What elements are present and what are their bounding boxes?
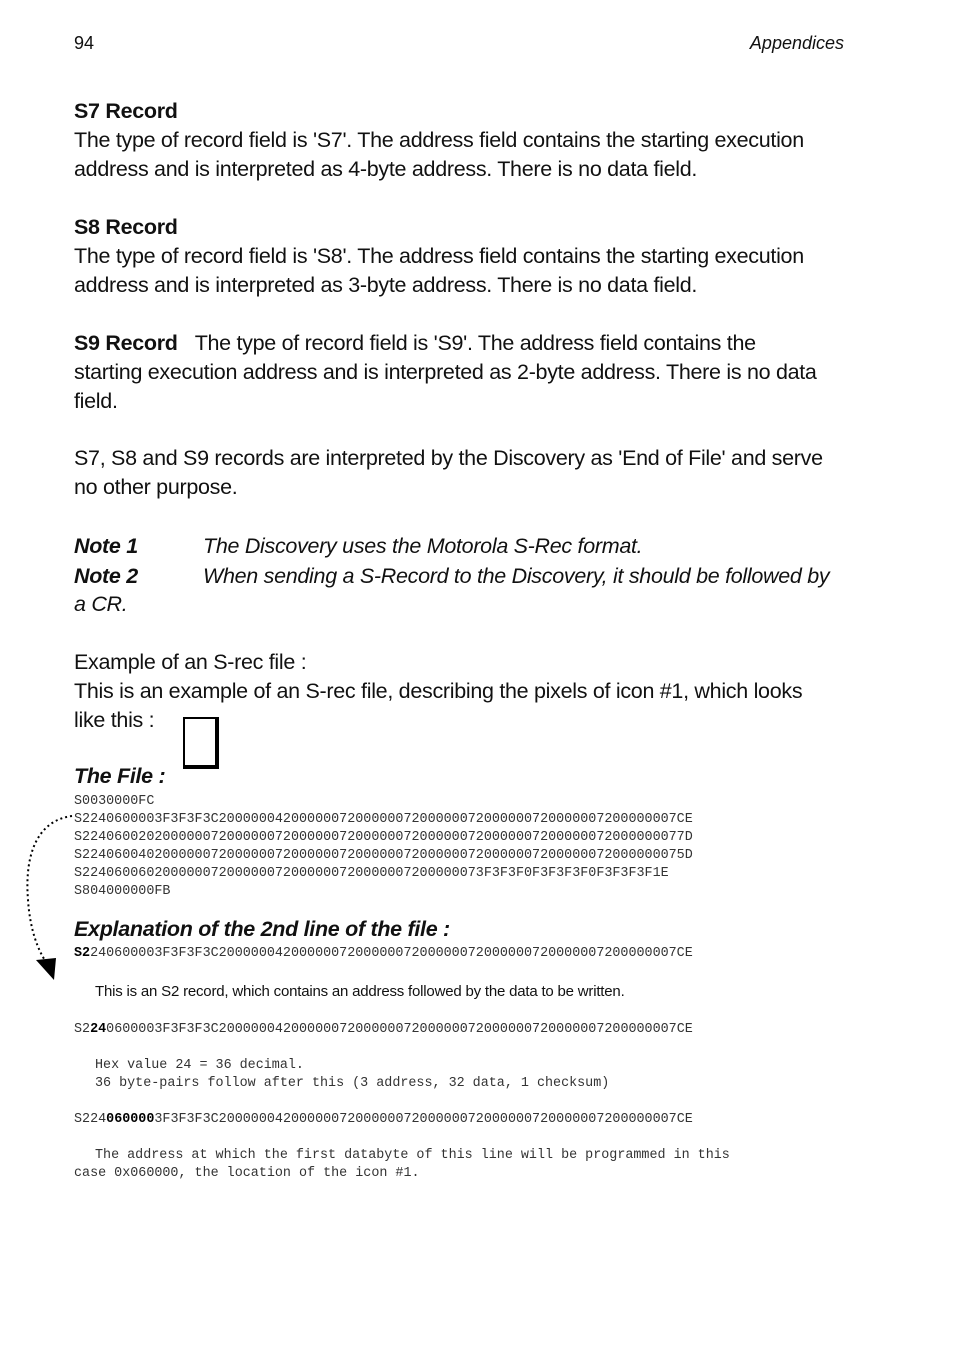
s8-title: S8 Record xyxy=(74,215,178,239)
s8-line-1: The type of record field is 'S8'. The address field contains the starting execution xyxy=(74,244,804,268)
icon-1-sample-icon xyxy=(183,717,219,769)
note-2-text: When sending a S-Record to the Discovery, it should be followed by xyxy=(203,564,830,588)
eof-line-1: S7, S8 and S9 records are interpreted by the Discovery as 'End of File' and serve xyxy=(74,446,823,470)
s9-line-3: field. xyxy=(74,389,118,413)
s7-line-1: The type of record field is 'S7'. The address field contains the starting execution xyxy=(74,128,804,152)
file-line-4: S224060040200000072000000720000007200000072000000720000007200000072000000075D xyxy=(74,848,693,863)
explanation-line-b-pre: S2 xyxy=(74,1022,91,1037)
explanation-line-a-rest: 240600003F3F3F3C200000042000000720000007200000072000000720000007200000007CE xyxy=(90,946,693,961)
file-line-2: S2240600003F3F3F3C200000042000000720000007200000072000000720000007200000007CE xyxy=(74,812,693,827)
file-line-6: S804000000FB xyxy=(74,884,171,899)
s8-line-2: address and is interpreted as 3-byte address. There is no data field. xyxy=(74,273,698,297)
explanation-line-c-rest: 3F3F3F3C200000042000000720000007200000072000000720000007200000007CE xyxy=(154,1112,693,1127)
s9-line-1 xyxy=(74,329,864,358)
dotted-arrow-icon xyxy=(20,810,80,985)
explanation-text-c2: case 0x060000, the location of the icon #1. xyxy=(74,1166,420,1181)
s9-text-1: The type of record field is 'S9'. The address field contains the xyxy=(194,331,756,355)
file-title: The File : xyxy=(74,764,166,788)
example-heading: Example of an S-rec file : xyxy=(74,650,307,674)
s9-line-2: starting execution address and is interpreted as 2-byte address. There is no data xyxy=(74,360,817,384)
explanation-line-a-bold: S2 xyxy=(74,946,91,961)
note-2-continuation: a CR. xyxy=(74,592,128,616)
explanation-text-c1: The address at which the first databyte of this line will be programmed in this xyxy=(95,1148,730,1163)
file-line-1: S0030000FC xyxy=(74,794,155,809)
example-line-2: like this : xyxy=(74,708,155,732)
example-line-1: This is an example of an S-rec file, describing the pixels of icon #1, which looks xyxy=(74,679,803,703)
note-1-label: Note 1 xyxy=(74,534,138,558)
explanation-text-a: This is an S2 record, which contains an address followed by the data to be written. xyxy=(95,983,625,1000)
note-2 xyxy=(74,562,864,591)
file-line-5: S22406006020000007200000072000000720000007200000073F3F3F0F3F3F3F0F3F3F3F1E xyxy=(74,866,669,881)
running-head: Appendices xyxy=(749,33,844,53)
file-line-3: S224060020200000072000000720000007200000072000000720000007200000072000000077D xyxy=(74,830,693,845)
s9-title: S9 Record xyxy=(74,331,178,355)
note-1-text: The Discovery uses the Motorola S-Rec format. xyxy=(203,534,643,558)
s7-title: S7 Record xyxy=(74,99,178,123)
s7-line-2: address and is interpreted as 4-byte address. There is no data field. xyxy=(74,157,698,181)
explanation-line-b-rest: 0600003F3F3F3C200000042000000720000007200000072000000720000007200000007CE xyxy=(106,1022,693,1037)
explanation-line-c xyxy=(74,1111,693,1129)
explanation-line-c-pre: S224 xyxy=(74,1112,107,1127)
explanation-line-a xyxy=(74,945,693,963)
note-2-label: Note 2 xyxy=(74,564,138,588)
explanation-title: Explanation of the 2nd line of the file : xyxy=(74,917,450,941)
eof-line-2: no other purpose. xyxy=(74,475,238,499)
explanation-line-b xyxy=(74,1021,693,1039)
note-1 xyxy=(74,532,864,561)
explanation-line-b-bold: 24 xyxy=(90,1022,107,1037)
explanation-text-b1: Hex value 24 = 36 decimal. xyxy=(95,1058,304,1073)
explanation-line-c-bold: 060000 xyxy=(106,1112,155,1127)
explanation-text-b2: 36 byte-pairs follow after this (3 address, 32 data, 1 checksum) xyxy=(95,1076,610,1091)
page-number: 94 xyxy=(74,33,95,53)
